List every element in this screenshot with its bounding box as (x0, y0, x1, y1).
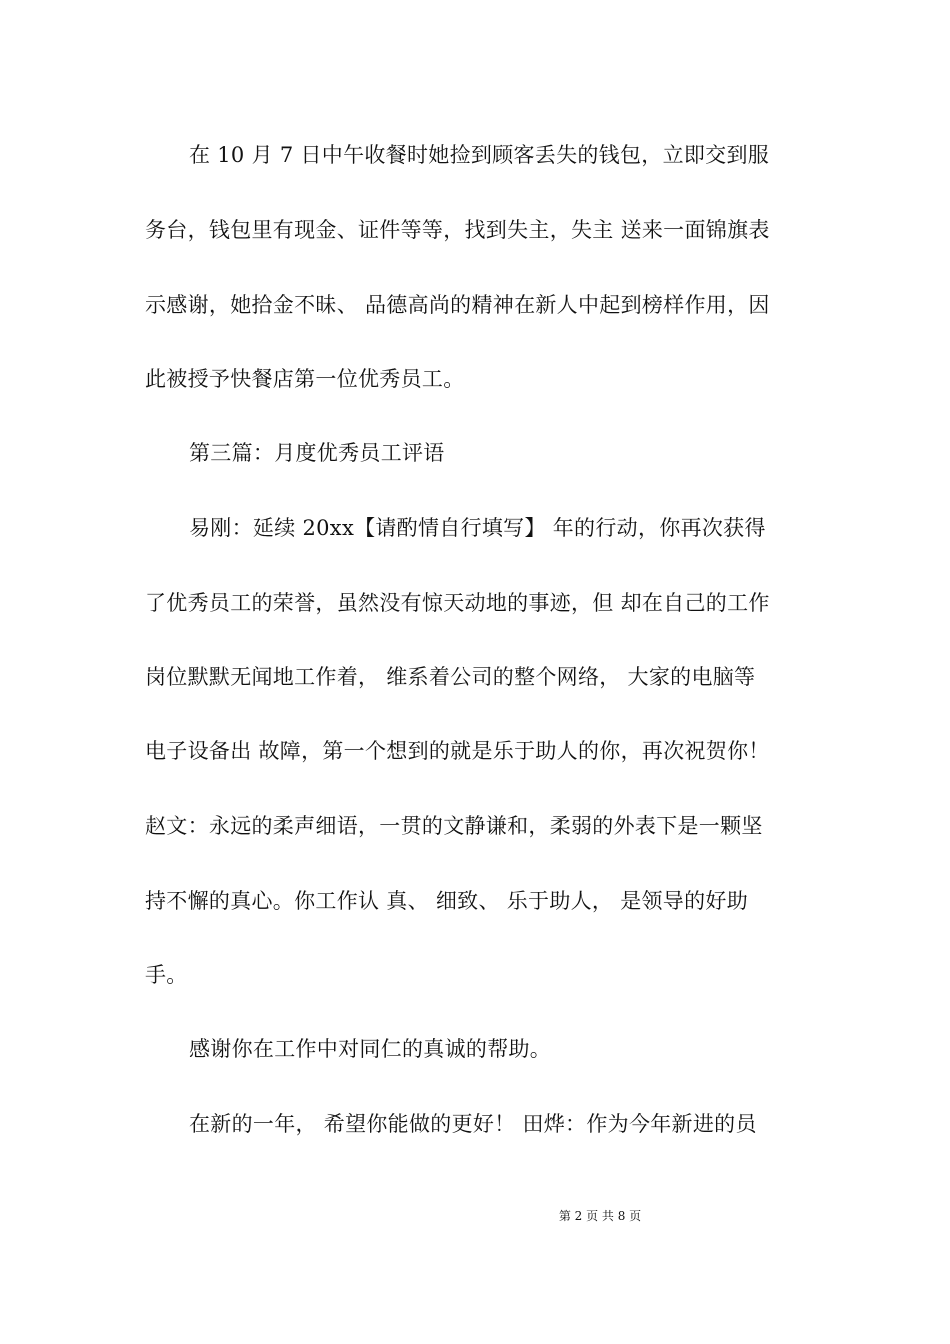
paragraph-line: 赵文：永远的柔声细语，一贯的文静谦和，柔弱的外表下是一颗坚 (145, 814, 763, 838)
paragraph-line: 此被授予快餐店第一位优秀员工。 (145, 367, 465, 391)
paragraph-line: 示感谢，她拾金不昧、 品德高尚的精神在新人中起到榜样作用，因 (145, 293, 770, 317)
paragraph-line: 易刚：延续 20xx【请酌情自行填写】 年的行动，你再次获得 (189, 516, 766, 540)
paragraph-line: 在新的一年， 希望你能做的更好！ 田烨：作为今年新进的员 (189, 1112, 757, 1136)
paragraph-line: 手。 (145, 963, 188, 987)
page-number-footer: 第 2 页 共 8 页 (558, 1209, 642, 1223)
paragraph-line: 务台，钱包里有现金、证件等等，找到失主，失主 送来一面锦旗表 (145, 218, 770, 242)
paragraph-line: 持不懈的真心。你工作认 真、 细致、 乐于助人， 是领导的好助 (145, 889, 748, 913)
paragraph-line: 了优秀员工的荣誉，虽然没有惊天动地的事迹，但 却在自己的工作 (145, 591, 770, 615)
section-heading: 第三篇：月度优秀员工评语 (189, 441, 445, 465)
paragraph-line: 在 10 月 7 日中午收餐时她捡到顾客丢失的钱包，立即交到服 (189, 143, 770, 167)
paragraph-line: 岗位默默无闻地工作着， 维系着公司的整个网络， 大家的电脑等 (145, 665, 756, 689)
paragraph-line: 电子设备出 故障，第一个想到的就是乐于助人的你，再次祝贺你！ (145, 739, 770, 763)
paragraph-line: 感谢你在工作中对同仁的真诚的帮助。 (189, 1037, 552, 1061)
